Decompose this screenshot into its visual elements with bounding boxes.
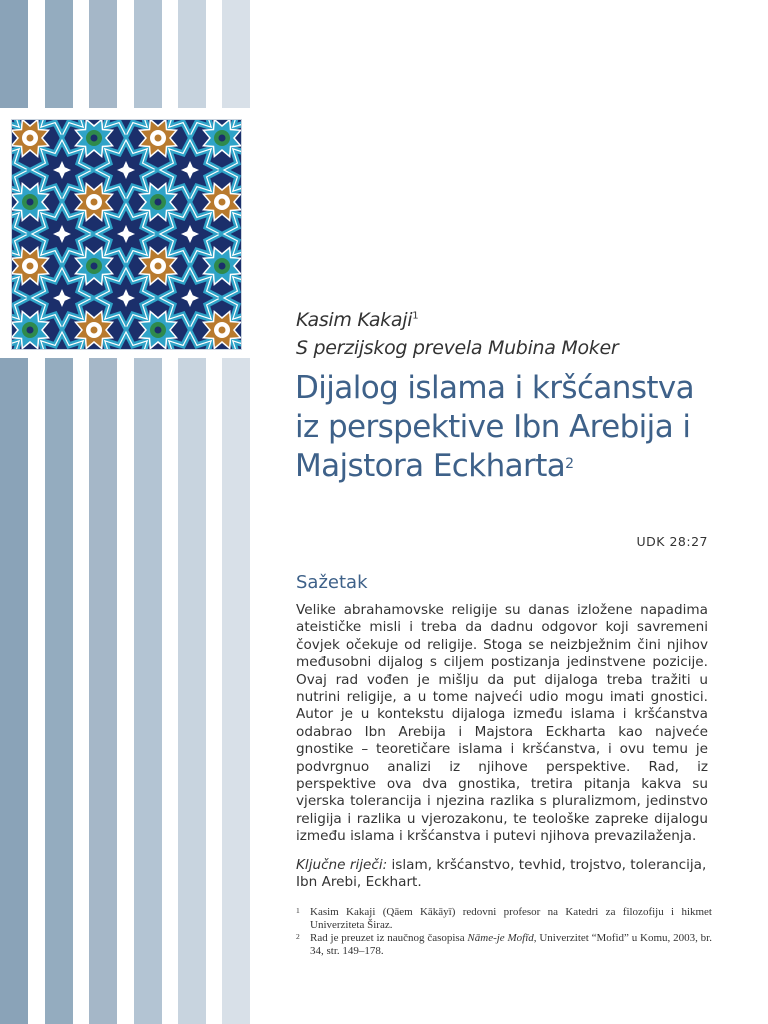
footnote-text-pre: Rad je preuzet iz naučnog časopisa	[310, 932, 465, 944]
stripe-5-bottom	[178, 358, 206, 1024]
rosette-dot	[219, 327, 226, 334]
rosette-dot	[219, 135, 226, 142]
rosette-dot	[27, 263, 34, 270]
rosette-dot	[91, 263, 98, 270]
stripe-1-bottom	[0, 358, 28, 1024]
stripe-1-top	[0, 0, 28, 108]
rosette-dot	[91, 135, 98, 142]
stripe-4-top	[134, 0, 162, 108]
title-line-3-text: Majstora Eckharta	[295, 448, 566, 484]
rosette-dot	[155, 327, 162, 334]
rosette-dot	[155, 199, 162, 206]
footnote-text: Kasim Kakaji (Qāem Kākāyī) redovni profesor na Katedri za filozofiju i hikmet Univerziteta Širaz.	[310, 906, 712, 931]
footnote-number: 1	[296, 906, 300, 915]
stripe-6-bottom	[222, 358, 250, 1024]
title-line-3	[295, 447, 735, 486]
udk-code: UDK 28:27	[636, 534, 708, 549]
rosette-dot	[27, 199, 34, 206]
stripe-2-top	[45, 0, 73, 108]
islamic-pattern-tile-image	[11, 119, 242, 350]
author-line	[296, 309, 418, 331]
title-footnote-ref[interactable]: 2	[565, 456, 574, 472]
keywords-label: Ključne riječi:	[296, 857, 388, 873]
geometric-pattern	[12, 120, 241, 349]
footnote-text-post: , Univerzitet “Mofid” u Komu, 2003, br. 34, str. 149–178.	[310, 932, 712, 957]
footnotes	[296, 906, 712, 958]
footnote-number: 2	[296, 932, 300, 941]
rosette-dot	[27, 327, 34, 334]
stripe-5-top	[178, 0, 206, 108]
title-line-2: iz perspektive Ibn Arebija i	[295, 409, 691, 445]
abstract-text: Velike abrahamovske religije su danas izložene napadima ateističke misli i treba da dadnu odgovor koji savremeni čovjek očekuje od religije. Stoga se neizbježnim čini njihov međusobni dijalog s ciljem postizanja jedinstvene pozicije. Ovaj rad vođen je mišlju da put dijaloga treba tražiti u nutrini religije, a u tome najveći udio mogu imati gnostici. Autor je u kontekstu dijaloga između islama i kršćanstva odabrao Ibn Arebija i Majstora Eckharta kao najveće gnostike – teoretičare islama i kršćanstva, i ovu temu je podvrgnuo analizi iz njihove perspektive. Rad, iz perspektive ova dva gnostika, tretira pitanja kakva su vjerska tolerancija i njezina razlika s pluralizmom, jedinstvo religija i razlika u vjerozakonu, te teološke zapreke dijalogu između islama i kršćanstva i putevi njihova prevazilaženja.	[296, 602, 708, 845]
keywords-list: islam, kršćanstvo, tevhid, trojstvo, tolerancija, Ibn Arebi, Eckhart.	[296, 857, 707, 891]
keywords	[296, 857, 708, 892]
journal-title: Nāme-je Mofīd	[467, 932, 534, 944]
rosette-dot	[219, 263, 226, 270]
stripe-2-bottom	[45, 358, 73, 1024]
rosette-dot	[219, 199, 226, 206]
footnote-2	[296, 932, 712, 957]
author-footnote-ref[interactable]: 1	[412, 310, 419, 322]
title-line-1: Dijalog islama i kršćanstva	[295, 370, 695, 406]
rosette-dot	[91, 327, 98, 334]
article-title	[295, 369, 735, 486]
abstract-heading: Sažetak	[296, 572, 368, 593]
translator-line: S perzijskog prevela Mubina Moker	[296, 337, 619, 359]
stripe-4-bottom	[134, 358, 162, 1024]
stripe-3-bottom	[89, 358, 117, 1024]
rosette-dot	[91, 199, 98, 206]
rosette-dot	[27, 135, 34, 142]
rosette-dot	[155, 263, 162, 270]
author-name: Kasim Kakaji	[296, 309, 413, 331]
stripe-3-top	[89, 0, 117, 108]
rosette-dot	[155, 135, 162, 142]
footnote-1	[296, 906, 712, 931]
stripe-6-top	[222, 0, 250, 108]
